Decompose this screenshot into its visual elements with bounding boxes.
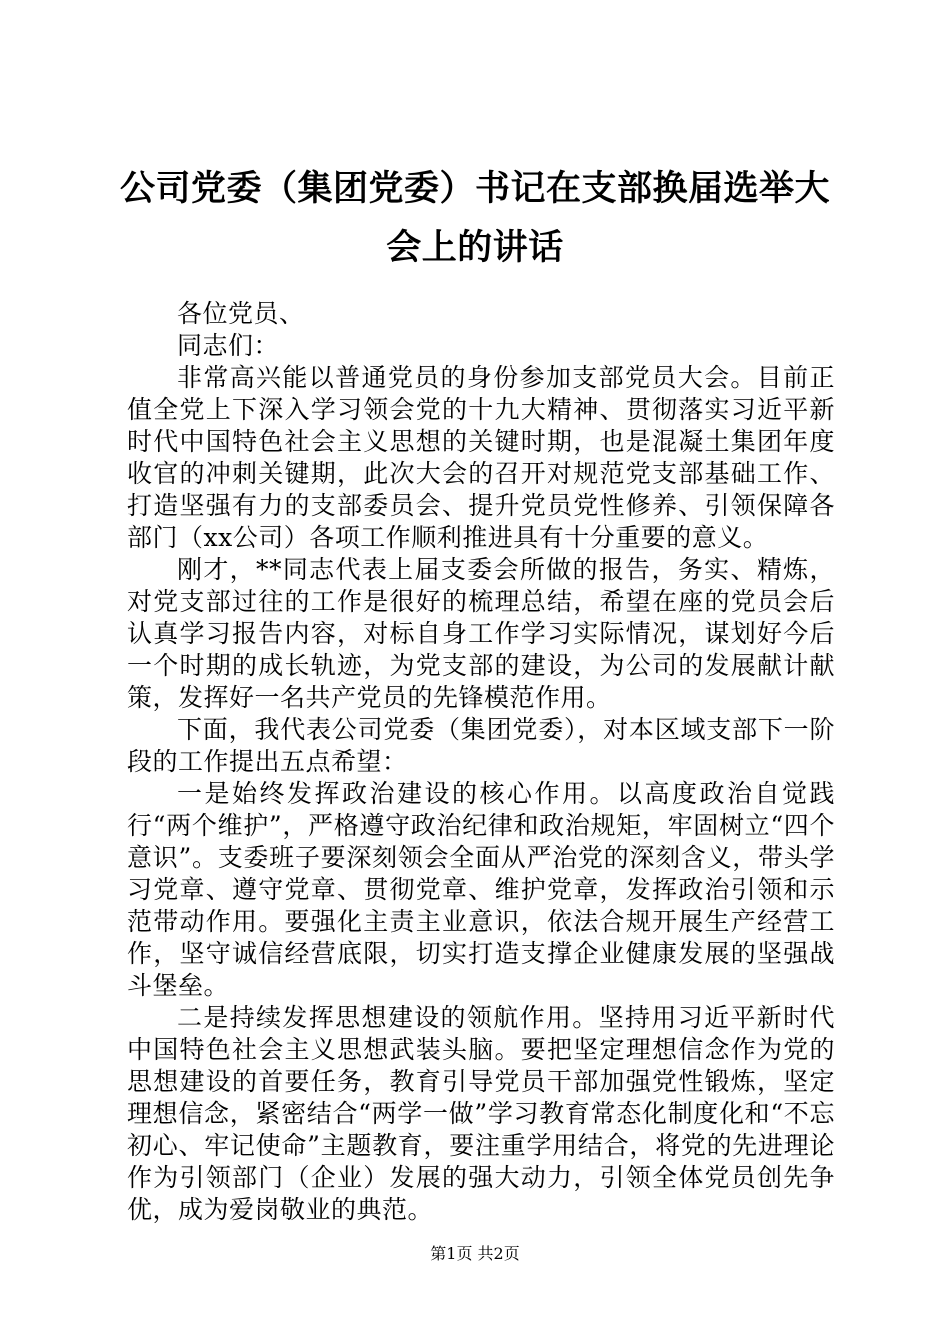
body-paragraph: 刚才，**同志代表上届支委会所做的报告，务实、精炼，对党支部过往的工作是很好的梳理总结，希望在座的党员会后认真学习报告内容，对标自身工作学习实际情况，谋划好今后一个时期的成长轨迹，为党支部的建设，为公司的发展献计献策，发挥好一名共产党员的先锋模范作用。: [127, 555, 835, 712]
salutation-line: 同志们：: [177, 331, 280, 360]
document-body: [127, 298, 835, 1226]
salutation-line: 各位党员、: [177, 299, 305, 328]
body-paragraph: 下面，我代表公司党委（集团党委），对本区域支部下一阶段的工作提出五点希望：: [127, 715, 835, 776]
body-paragraph: 二是持续发挥思想建设的领航作用。坚持用习近平新时代中国特色社会主义思想武装头脑。要把坚定理想信念作为党的思想建设的首要任务，教育引导党员干部加强党性锻炼，坚定理想信念，紧密结合“两学一做”学习教育常态化制度化和“不忘初心、牢记使命”主题教育，要注重学用结合，将党的先进理论作为引领部门（企业）发展的强大动力，引领全体党员创先争优，成为爱岗敬业的典范。: [127, 1003, 835, 1224]
body-paragraph: 一是始终发挥政治建设的核心作用。以高度政治自觉践行“两个维护”，严格遵守政治纪律和政治规矩，牢固树立“四个意识”。支委班子要深刻领会全面从严治党的深刻含义，带头学习党章、遵守党章、贯彻党章、维护党章，发挥政治引领和示范带动作用。要强化主责主业意识，依法合规开展生产经营工作，坚守诚信经营底限，切实打造支撑企业健康发展的坚强战斗堡垒。: [127, 779, 835, 1000]
page-number-footer: 第1页 共2页: [430, 1244, 520, 1263]
document-title: 公司党委（集团党委）书记在支部换届选举大会上的讲话: [120, 169, 831, 268]
body-paragraph: 非常高兴能以普通党员的身份参加支部党员大会。目前正值全党上下深入学习领会党的十九大精神、贯彻落实习近平新时代中国特色社会主义思想的关键时期，也是混凝土集团年度收官的冲刺关键期，此次大会的召开对规范党支部基础工作、打造坚强有力的支部委员会、提升党员党性修养、引领保障各部门（xx公司）各项工作顺利推进具有十分重要的意义。: [127, 363, 835, 552]
